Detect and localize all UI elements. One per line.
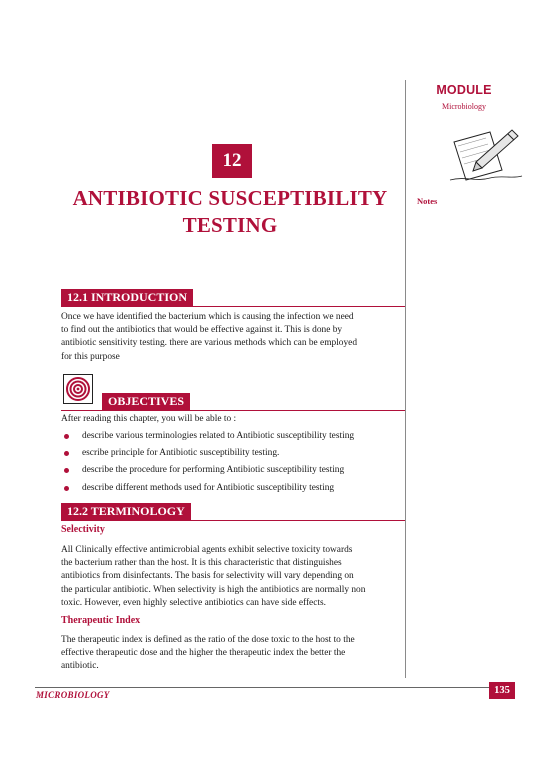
chapter-number: 12 (212, 144, 252, 178)
subheading-selectivity: Selectivity (61, 524, 105, 535)
bullet-icon (64, 451, 69, 456)
text-line: antibiotics from disinfectants. The basis for selectivity will vary depending on (61, 571, 354, 582)
chapter-title (40, 185, 420, 239)
footer-divider (35, 687, 515, 688)
text-line: The therapeutic index is defined as the ratio of the dose toxic to the host to the (61, 635, 355, 645)
objectives-target-icon (63, 374, 93, 404)
chapter-title-line-2: TESTING (182, 213, 278, 237)
section-underline (61, 410, 405, 411)
list-item: describe the procedure for performing Antibiotic susceptibility testing (61, 462, 406, 479)
bullet-icon (64, 486, 69, 491)
text-line: antibiotic sensitivity testing. there are various methods which can be employed (61, 338, 358, 349)
sidebar-divider (405, 80, 406, 678)
subheading-therapeutic-index: Therapeutic Index (61, 615, 141, 626)
section-underline (61, 306, 405, 307)
list-item: describe various terminologies related to Antibiotic susceptibility testing (61, 428, 406, 445)
selectivity-paragraph (61, 544, 404, 610)
section-heading-terminology: 12.2 TERMINOLOGY (61, 503, 191, 520)
text-line: to find out the antibiotics that would be effective against it. This is done by (61, 325, 343, 336)
objectives-list (61, 428, 406, 497)
text-line: Once we have identified the bacterium which is causing the infection we need (61, 312, 354, 322)
chapter-title-line-1: ANTIBIOTIC SUSCEPTIBILITY (72, 186, 388, 210)
bullet-icon (64, 434, 69, 439)
text-line: for this purpose (61, 351, 120, 362)
therapeutic-index-paragraph (61, 634, 404, 674)
list-item: escribe principle for Antibiotic susceptibility testing. (61, 445, 406, 462)
bullet-icon (64, 468, 69, 473)
notes-pencil-icon (446, 124, 526, 184)
text-line: effective therapeutic dose and the higher the therapeutic index the better the (61, 648, 346, 659)
module-subject: Microbiology (442, 102, 486, 111)
text-line: antibiotic. (61, 661, 99, 672)
list-item: describe different methods used for Antibiotic susceptibility testing (61, 480, 406, 497)
footer-subject: MICROBIOLOGY (36, 690, 110, 700)
section-underline (61, 520, 405, 521)
objectives-intro: After reading this chapter, you will be able to : (61, 414, 237, 424)
page-number: 135 (489, 682, 515, 699)
section-heading-objectives: OBJECTIVES (102, 393, 190, 410)
module-label: MODULE (436, 83, 492, 97)
text-line: the particular antibiotic. When selectivity is high the antibiotics are normally non (61, 584, 366, 595)
text-line: toxic. However, even highly selective antibiotics can have side effects. (61, 597, 326, 608)
text-line: All Clinically effective antimicrobial agents exhibit selective toxicity towards (61, 545, 353, 555)
text-line: the bacterium rather than the host. It is this characteristic that distinguishes (61, 558, 342, 569)
notes-label: Notes (417, 196, 438, 206)
introduction-paragraph (61, 311, 404, 364)
section-heading-introduction: 12.1 INTRODUCTION (61, 289, 193, 306)
